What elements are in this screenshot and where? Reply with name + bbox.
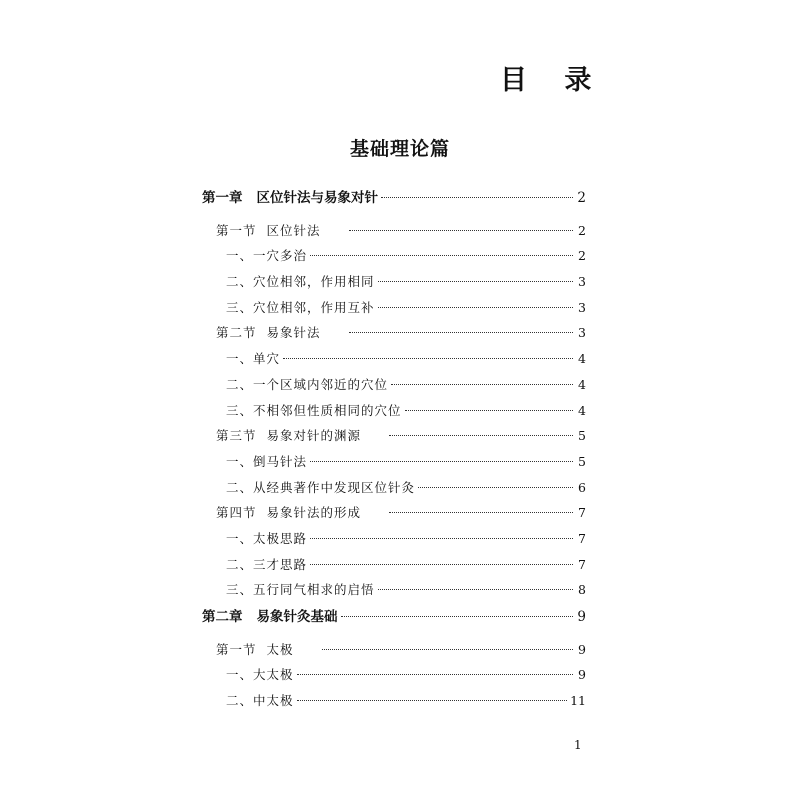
toc-entry-text: 一、太极思路 [226, 530, 308, 546]
toc-entry-page: 9 [577, 609, 586, 625]
toc-entry-text: 太极 [266, 641, 294, 657]
toc-entry-page: 7 [578, 556, 586, 572]
toc-entry-label [226, 243, 307, 269]
toc-entry-label [226, 449, 307, 475]
table-of-contents [202, 186, 586, 714]
toc-entry-page: 2 [577, 190, 586, 206]
document-title: 目 录 [500, 65, 606, 96]
toc-entry-page: 2 [578, 222, 586, 238]
toc-chapter-row[interactable] [202, 605, 586, 631]
toc-entry-page: 11 [570, 693, 586, 709]
toc-leader-dots [297, 699, 568, 701]
toc-item-row[interactable] [202, 688, 586, 714]
toc-entry-label [226, 526, 307, 552]
toc-entry-text: 一、大太极 [226, 667, 294, 683]
toc-section-row[interactable] [202, 423, 586, 449]
toc-entry-label [216, 320, 321, 346]
toc-item-row[interactable] [202, 269, 586, 295]
toc-entry-label [202, 605, 338, 631]
toc-entry-text: 二、穴位相邻，作用相同 [226, 274, 375, 290]
toc-entry-page: 9 [578, 641, 586, 657]
toc-section-row[interactable] [202, 218, 586, 244]
toc-entry-number: 第一章 [202, 190, 243, 206]
toc-entry-number: 第一节 [216, 641, 257, 657]
toc-entry-text: 易象针法的形成 [266, 505, 362, 521]
toc-entry-label [226, 295, 375, 321]
toc-entry-page: 3 [578, 325, 586, 341]
toc-section-row[interactable] [202, 320, 586, 346]
toc-item-row[interactable] [202, 243, 586, 269]
toc-entry-label [216, 637, 294, 663]
toc-leader-dots [405, 409, 573, 411]
toc-entry-label [226, 398, 402, 424]
toc-entry-label [202, 186, 378, 212]
toc-entry-text: 一、倒马针法 [226, 453, 308, 469]
page-number: 1 [574, 738, 582, 752]
toc-entry-number: 第二节 [216, 325, 257, 341]
toc-entry-page: 5 [578, 428, 586, 444]
toc-leader-dots [389, 434, 573, 436]
toc-entry-label [226, 552, 307, 578]
toc-entry-text: 易象针法 [266, 325, 321, 341]
toc-entry-text: 易象针灸基础 [256, 609, 338, 625]
toc-leader-dots [310, 254, 573, 256]
toc-leader-dots [349, 229, 573, 231]
toc-leader-dots [378, 588, 573, 590]
toc-entry-label [216, 500, 361, 526]
toc-entry-page: 2 [578, 248, 586, 264]
toc-item-row[interactable] [202, 372, 586, 398]
toc-leader-dots [283, 357, 573, 359]
toc-entry-label [226, 346, 280, 372]
toc-entry-text: 三、穴位相邻，作用互补 [226, 299, 375, 315]
toc-entry-label [216, 218, 321, 244]
toc-item-row[interactable] [202, 552, 586, 578]
toc-entry-text: 三、不相邻但性质相同的穴位 [226, 402, 402, 418]
toc-entry-label [226, 372, 388, 398]
toc-entry-text: 二、中太极 [226, 693, 294, 709]
toc-leader-dots [381, 196, 573, 198]
toc-entry-label [226, 577, 375, 603]
toc-entry-text: 二、三才思路 [226, 556, 308, 572]
toc-entry-text: 一、一穴多治 [226, 248, 308, 264]
toc-leader-dots [391, 383, 573, 385]
toc-entry-page: 5 [578, 453, 586, 469]
toc-section-row[interactable] [202, 637, 586, 663]
toc-entry-page: 4 [578, 376, 586, 392]
toc-leader-dots [418, 486, 573, 488]
toc-entry-number: 第二章 [202, 609, 243, 625]
toc-entry-page: 4 [578, 402, 586, 418]
toc-entry-page: 4 [578, 351, 586, 367]
toc-chapter-row[interactable] [202, 186, 586, 212]
toc-entry-label [226, 662, 294, 688]
toc-entry-text: 区位针法 [266, 222, 321, 238]
toc-entry-label [216, 423, 361, 449]
toc-leader-dots [378, 306, 573, 308]
toc-entry-label [226, 688, 294, 714]
part-title: 基础理论篇 [349, 138, 450, 160]
toc-entry-page: 3 [578, 274, 586, 290]
toc-leader-dots [310, 460, 573, 462]
toc-item-row[interactable] [202, 398, 586, 424]
toc-item-row[interactable] [202, 475, 586, 501]
toc-item-row[interactable] [202, 295, 586, 321]
toc-entry-text: 二、一个区域内邻近的穴位 [226, 376, 389, 392]
toc-entry-text: 一、单穴 [226, 351, 281, 367]
toc-entry-text: 易象对针的渊源 [266, 428, 362, 444]
toc-section-row[interactable] [202, 500, 586, 526]
toc-entry-page: 7 [578, 530, 586, 546]
toc-leader-dots [310, 537, 573, 539]
toc-entry-page: 6 [578, 479, 586, 495]
toc-leader-dots [349, 331, 573, 333]
toc-entry-number: 第三节 [216, 428, 257, 444]
toc-item-row[interactable] [202, 346, 586, 372]
toc-entry-text: 二、从经典著作中发现区位针灸 [226, 479, 416, 495]
toc-entry-label [226, 475, 415, 501]
toc-entry-text: 三、五行同气相求的启悟 [226, 582, 375, 598]
toc-entry-page: 8 [578, 582, 586, 598]
toc-entry-number: 第一节 [216, 222, 257, 238]
toc-leader-dots [389, 511, 573, 513]
toc-leader-dots [310, 563, 573, 565]
toc-leader-dots [297, 673, 573, 675]
toc-item-row[interactable] [202, 526, 586, 552]
toc-item-row[interactable] [202, 577, 586, 603]
toc-leader-dots [341, 615, 574, 617]
toc-item-row[interactable] [202, 662, 586, 688]
toc-leader-dots [378, 280, 573, 282]
toc-entry-text: 区位针法与易象对针 [256, 190, 378, 206]
toc-entry-page: 3 [578, 299, 586, 315]
toc-entry-page: 7 [578, 505, 586, 521]
toc-entry-label [226, 269, 375, 295]
toc-entry-number: 第四节 [216, 505, 257, 521]
toc-leader-dots [322, 648, 573, 650]
toc-entry-page: 9 [578, 667, 586, 683]
toc-item-row[interactable] [202, 449, 586, 475]
